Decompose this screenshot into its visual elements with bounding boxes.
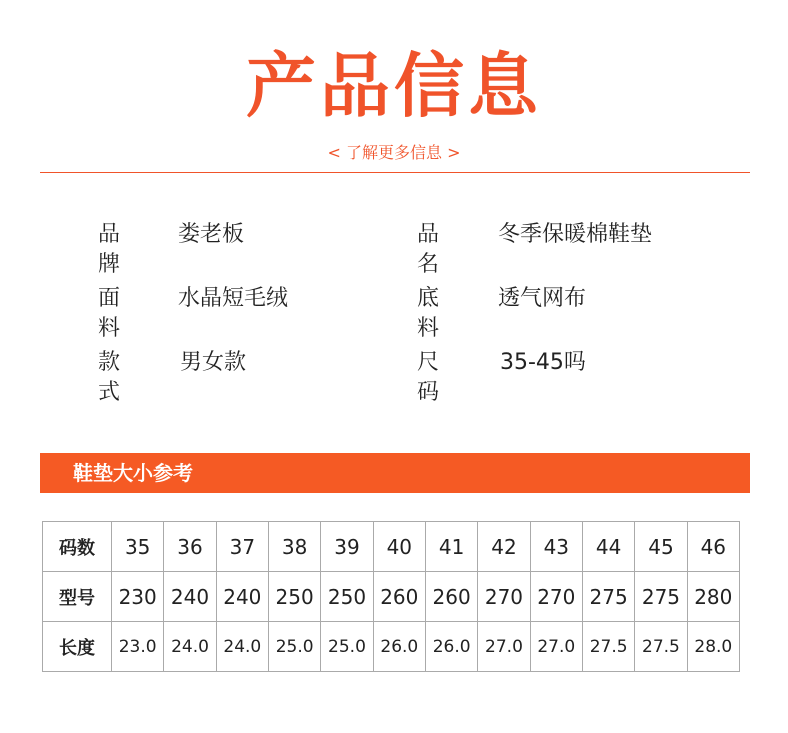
table-cell: 270 <box>478 572 530 622</box>
name-label: 品名 <box>417 222 448 277</box>
table-cell: 250 <box>321 572 373 622</box>
size-reference-title: 鞋垫大小参考 <box>73 461 193 485</box>
table-cell: 42 <box>478 522 530 572</box>
table-cell: 43 <box>530 522 582 572</box>
row-header: 码数 <box>43 522 112 572</box>
table-cell: 44 <box>582 522 634 572</box>
table-cell: 280 <box>687 572 739 622</box>
brand-value: 娄老板 <box>178 222 245 247</box>
table-cell: 41 <box>425 522 477 572</box>
table-cell: 260 <box>373 572 425 622</box>
style-value: 男女款 <box>180 350 247 375</box>
surface-label: 面料 <box>98 286 129 341</box>
bottom-label: 底料 <box>417 286 448 341</box>
table-cell: 24.0 <box>164 622 216 672</box>
table-cell: 46 <box>687 522 739 572</box>
table-cell: 38 <box>268 522 320 572</box>
row-header: 型号 <box>43 572 112 622</box>
table-cell: 250 <box>268 572 320 622</box>
bottom-value: 透气网布 <box>498 286 587 311</box>
model-row <box>43 572 740 622</box>
length-row <box>43 622 740 672</box>
table-cell: 35 <box>112 522 164 572</box>
table-cell: 40 <box>373 522 425 572</box>
table-cell: 26.0 <box>425 622 477 672</box>
more-info-link[interactable]: < 了解更多信息 > <box>327 143 461 162</box>
table-cell: 45 <box>635 522 687 572</box>
page-title: 产品信息 <box>246 44 542 127</box>
row-header: 长度 <box>43 622 112 672</box>
table-cell: 270 <box>530 572 582 622</box>
table-cell: 25.0 <box>321 622 373 672</box>
table-cell: 23.0 <box>112 622 164 672</box>
table-cell: 39 <box>321 522 373 572</box>
size-value: 35-45吗 <box>500 350 586 375</box>
table-cell: 26.0 <box>373 622 425 672</box>
size-reference-banner <box>40 453 750 493</box>
size-label: 尺码 <box>417 350 448 405</box>
table-cell: 28.0 <box>687 622 739 672</box>
size-number-row <box>43 522 740 572</box>
table-cell: 27.5 <box>582 622 634 672</box>
title-divider <box>40 172 750 173</box>
table-cell: 37 <box>216 522 268 572</box>
surface-value: 水晶短毛绒 <box>178 286 289 311</box>
table-cell: 240 <box>216 572 268 622</box>
name-value: 冬季保暖棉鞋垫 <box>498 222 653 247</box>
table-cell: 27.5 <box>635 622 687 672</box>
table-cell: 230 <box>112 572 164 622</box>
table-cell: 240 <box>164 572 216 622</box>
table-cell: 27.0 <box>530 622 582 672</box>
table-cell: 260 <box>425 572 477 622</box>
table-cell: 275 <box>582 572 634 622</box>
brand-label: 品牌 <box>98 222 129 277</box>
table-cell: 24.0 <box>216 622 268 672</box>
style-label: 款式 <box>98 350 129 405</box>
table-cell: 27.0 <box>478 622 530 672</box>
table-cell: 36 <box>164 522 216 572</box>
size-table <box>42 521 740 672</box>
table-cell: 275 <box>635 572 687 622</box>
table-cell: 25.0 <box>268 622 320 672</box>
